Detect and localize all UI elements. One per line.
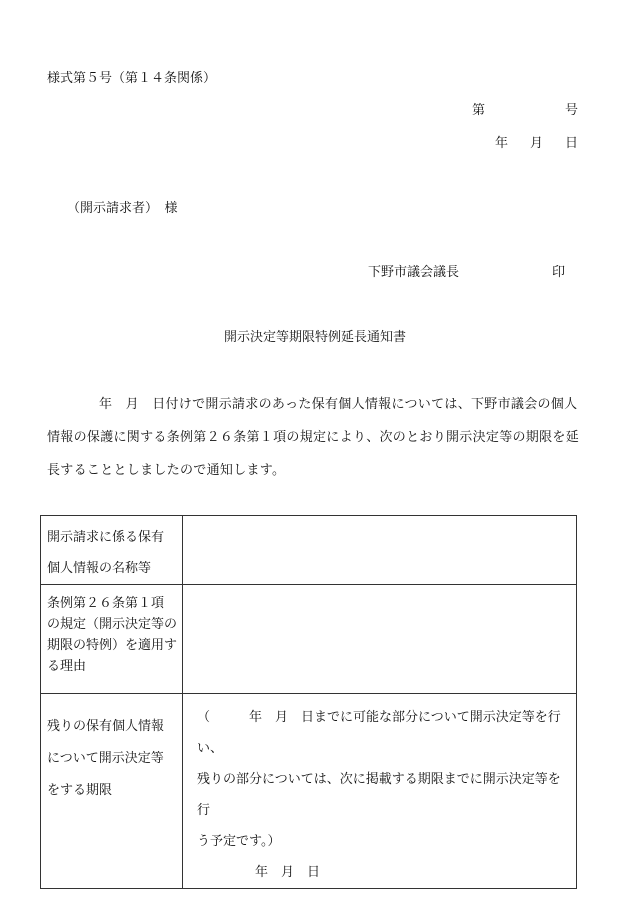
issue-date: [495, 137, 578, 150]
body-paragraph: [47, 388, 581, 487]
label-line: の規定（開示決定等の: [47, 617, 178, 632]
table-value-cell: [183, 694, 577, 889]
table-value-cell: [183, 585, 577, 694]
table-row: [41, 585, 577, 694]
document-number: [472, 104, 578, 117]
label-line: をする期限: [47, 783, 113, 798]
value-line: （ 年 月 日までに可能な部分について開示決定等を行い、: [197, 710, 561, 756]
value-line: う予定です。）: [197, 834, 281, 849]
document-title: 開示決定等期限特例延長通知書: [223, 330, 406, 345]
label-line: 個人情報の名称等: [47, 561, 152, 576]
label-line: について開示決定等: [47, 751, 164, 766]
date-day: 日: [564, 136, 578, 151]
label-line: る理由: [47, 659, 87, 674]
issuer-name: 下野市議会議長: [368, 265, 460, 280]
label-line: 期限の特例）を適用す: [47, 638, 178, 653]
date-year: 年: [494, 136, 508, 151]
value-line: 残りの部分については、次に掲載する期限までに開示決定等を行: [197, 772, 561, 818]
addressee: （開示請求者） 様: [67, 201, 178, 216]
doc-number-suffix: 号: [564, 103, 578, 118]
date-month: 月: [529, 136, 543, 151]
table-value-cell: [183, 516, 577, 585]
table-label-cell: [41, 694, 183, 889]
table-row: [41, 694, 577, 889]
label-line: 残りの保有個人情報: [47, 719, 165, 734]
table-label-cell: [41, 585, 183, 694]
issuer-line: [368, 265, 566, 280]
seal-mark: 印: [552, 265, 566, 280]
body-text: 年 月 日付けで開示請求のあった保有個人情報については、下野市議会の個人情報の保護に関する条例第２６条第１項の規定により、次のとおり開示決定等の期限を延長することとしましたので通知します。: [47, 397, 580, 478]
label-line: 条例第２６条第１項: [47, 596, 165, 611]
doc-number-prefix: 第: [471, 103, 485, 118]
deadline-date: 年 月 日: [255, 865, 321, 880]
form-number: 様式第５号（第１４条関係）: [47, 71, 217, 86]
table-row: [41, 516, 577, 585]
label-line: 開示請求に係る保有: [47, 530, 165, 545]
table-label-cell: [41, 516, 183, 585]
info-table: [40, 515, 577, 889]
